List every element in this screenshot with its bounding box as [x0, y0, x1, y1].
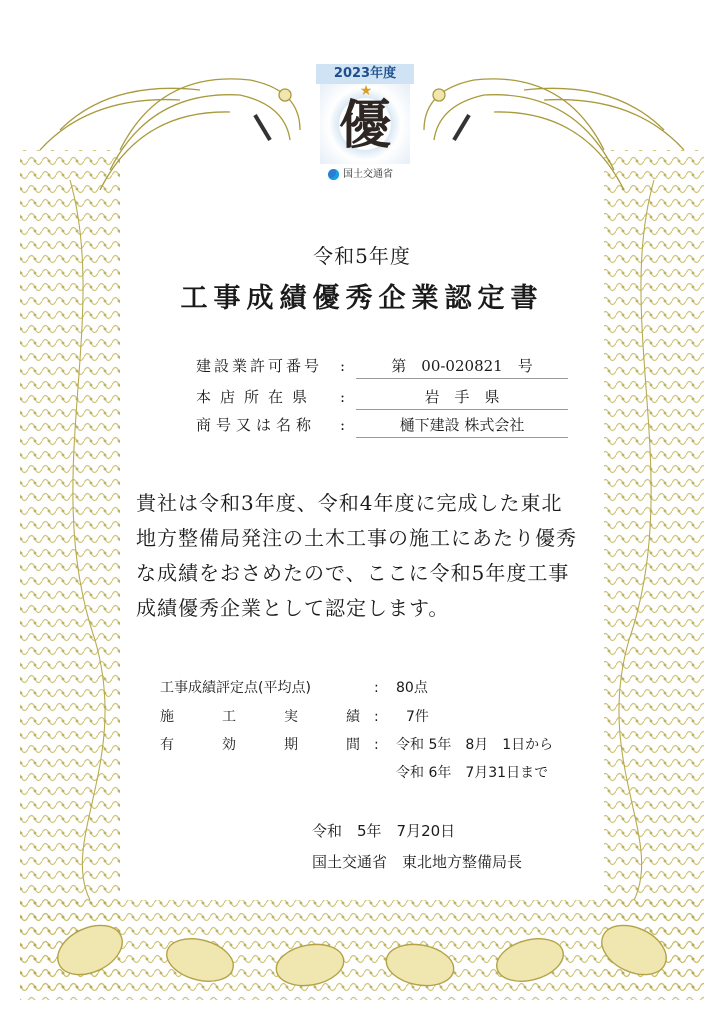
certificate-body: [136, 486, 616, 626]
info-row-prefecture: [196, 385, 576, 409]
detail-label-char: 有: [160, 737, 174, 753]
detail-label-text: 工事成績評定点(平均点): [160, 680, 311, 696]
info-row-license: [196, 354, 576, 378]
era-year-title: 令和5年度: [313, 244, 411, 268]
detail-row-validity-end: [160, 761, 590, 785]
detail-colon: :: [374, 737, 379, 753]
emblem-seal: [320, 84, 410, 164]
detail-value: 令和 6年 7月31日まで: [396, 765, 549, 781]
detail-label-char: 実: [284, 709, 298, 725]
issue-date: 令和 5年 7月20日: [312, 822, 456, 840]
detail-row-validity: [160, 733, 590, 757]
detail-label-char: 効: [222, 737, 236, 753]
body-line: な成績をおさめたので、ここに令和5年度工事: [136, 561, 570, 585]
info-value: 第 00-020821 号: [356, 354, 568, 379]
info-value: 樋下建設 株式会社: [356, 413, 568, 438]
detail-label-char: 施: [160, 709, 174, 725]
info-label: 建設業許可番号: [196, 357, 323, 375]
detail-row-record: [160, 705, 590, 729]
detail-colon: :: [374, 680, 379, 696]
emblem-symbol: 優: [338, 95, 391, 156]
emblem-ministry-name: 国土交通省: [343, 169, 393, 180]
info-label: 本店所在県: [196, 388, 317, 406]
detail-label-char: 期: [284, 737, 298, 753]
emblem-ministry: [328, 167, 414, 183]
info-colon: :: [340, 357, 346, 375]
ministry-logo-icon: [328, 169, 339, 180]
bottom-border-vines: [20, 900, 704, 1000]
detail-value: 7件: [406, 709, 429, 725]
issuer: 国土交通省 東北地方整備局長: [312, 853, 523, 871]
star-icon: ★: [359, 83, 373, 99]
detail-label-char: 績: [346, 709, 360, 725]
info-colon: :: [340, 416, 346, 434]
body-line: 貴社は令和3年度、令和4年度に完成した東北: [136, 491, 563, 515]
detail-label-char: 間: [346, 737, 360, 753]
detail-label: [160, 705, 360, 729]
info-row-company: [196, 413, 576, 437]
detail-value: 令和 5年 8月 1日から: [396, 737, 554, 753]
detail-row-score: [160, 676, 590, 700]
body-line: 地方整備局発注の土木工事の施工にあたり優秀: [136, 526, 577, 550]
info-colon: :: [340, 388, 346, 406]
body-line: 成績優秀企業として認定します。: [136, 596, 450, 620]
detail-value: 80点: [396, 680, 428, 696]
detail-label: [160, 676, 360, 700]
info-label: 商号又は名称: [196, 416, 317, 434]
detail-label: [160, 733, 360, 757]
certificate-title: 工事成績優秀企業認定書: [180, 283, 544, 314]
detail-label-char: 工: [222, 709, 236, 725]
excellence-emblem: [316, 64, 414, 186]
info-value: 岩 手 県: [356, 385, 568, 410]
detail-colon: :: [374, 709, 379, 725]
year-badge: 2023年度: [316, 64, 414, 84]
